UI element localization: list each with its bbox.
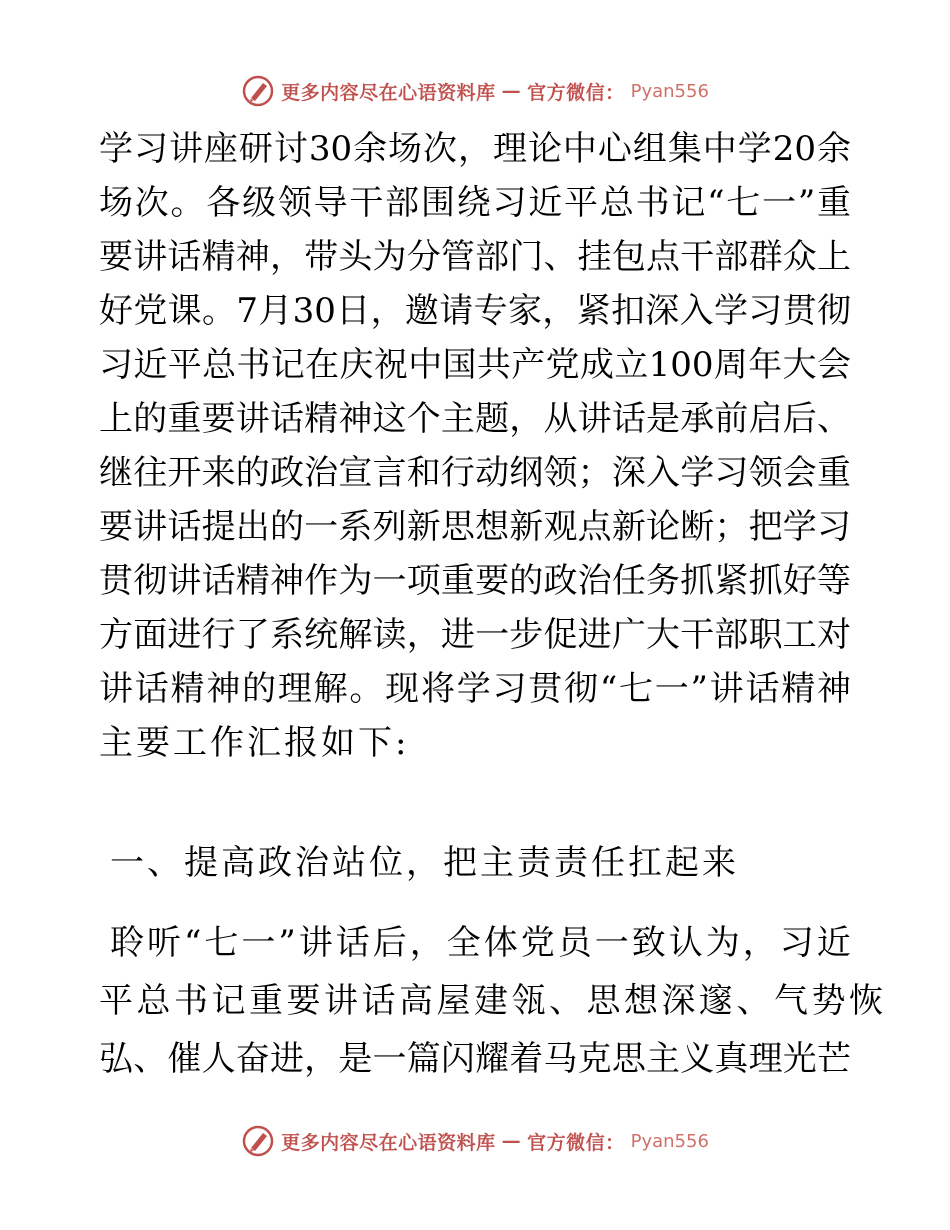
pen-seal-icon bbox=[241, 74, 275, 108]
watermark-wechat-id: Pyan556 bbox=[630, 1130, 709, 1152]
paragraph-2 bbox=[99, 914, 887, 1088]
text-line: 弘、催人奋进，是一篇闪耀着马克思主义真理光芒 bbox=[99, 1039, 851, 1079]
text-line: 场次。各级领导干部围绕习近平总书记“七一”重 bbox=[99, 183, 851, 223]
text-line: 继往开来的政治宣言和行动纲领；深入学习领会重 bbox=[99, 453, 851, 493]
text-line: 主要工作汇报如下: bbox=[99, 723, 410, 763]
text-line: 学习讲座研讨30余场次，理论中心组集中学20余 bbox=[99, 129, 851, 169]
watermark-wechat-label: 官方微信： bbox=[527, 1131, 625, 1154]
header-watermark bbox=[0, 71, 950, 111]
text-line: 讲话精神的理解。现将学习贯彻“七一”讲话精神 bbox=[99, 669, 851, 709]
text-line: 方面进行了系统解读，进一步促进广大干部职工对 bbox=[99, 615, 851, 655]
text-line: 贯彻讲话精神作为一项重要的政治任务抓紧抓好等 bbox=[99, 561, 851, 601]
watermark-brand: 更多内容尽在心语资料库 bbox=[281, 81, 496, 104]
paragraph-1 bbox=[99, 122, 851, 770]
footer-watermark bbox=[0, 1121, 950, 1161]
watermark-wechat-label: 官方微信： bbox=[527, 81, 625, 104]
text-line: 好党课。7月30日，邀请专家，紧扣深入学习贯彻 bbox=[99, 291, 851, 331]
text-line: 上的重要讲话精神这个主题，从讲话是承前启后、 bbox=[99, 399, 851, 439]
pen-seal-icon bbox=[241, 1124, 275, 1158]
text-line: 习近平总书记在庆祝中国共产党成立100周年大会 bbox=[99, 345, 851, 385]
watermark-separator: — bbox=[501, 80, 522, 102]
text-line: 平总书记重要讲话高屋建瓴、思想深邃、气势恢 bbox=[99, 981, 887, 1021]
section-heading: 一、提高政治站位，把主责责任扛起来 bbox=[110, 843, 739, 883]
text-line: 聆听“七一”讲话后，全体党员一致认为，习近 bbox=[110, 923, 854, 963]
text-line: 要讲话提出的一系列新思想新观点新论断；把学习 bbox=[99, 507, 851, 547]
watermark-wechat-id: Pyan556 bbox=[630, 80, 709, 102]
watermark-brand: 更多内容尽在心语资料库 bbox=[281, 1131, 496, 1154]
watermark-separator: — bbox=[501, 1130, 522, 1152]
text-line: 要讲话精神，带头为分管部门、挂包点干部群众上 bbox=[99, 237, 851, 277]
